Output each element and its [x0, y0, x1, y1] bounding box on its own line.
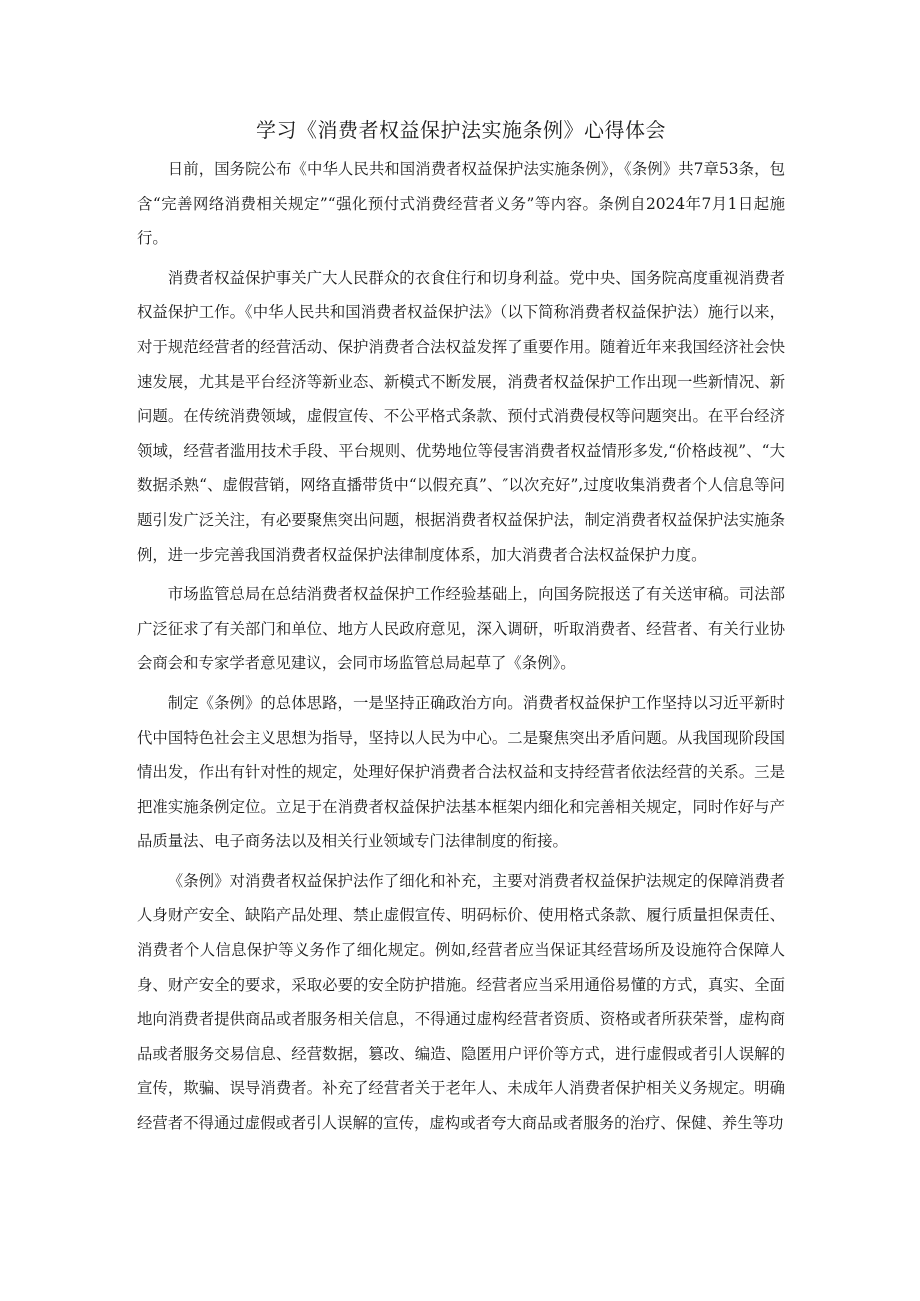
document-page — [137, 112, 785, 1146]
paragraph-3: 市场监管总局在总结消费者权益保护工作经验基础上，向国务院报送了有关送审稿。司法部广泛征求了有关部门和单位、地方人民政府意见，深入调研，听取消费者、经营者、有关行业协会商会和专家学者意见建议，会同市场监管总局起草了《条例》。 — [137, 585, 785, 673]
paragraph-4: 制定《条例》的总体思路，一是坚持正确政治方向。消费者权益保护工作坚持以习近平新时代中国特色社会主义思想为指导，坚持以人民为中心。二是聚焦突出矛盾问题。从我国现阶段国情出发，作出有针对性的规定，处理好保护消费者合法权益和支持经营者依法经营的关系。三是把准实施条例定位。立足于在消费者权益保护法基本框架内细化和完善相关规定，同时作好与产品质量法、电子商务法以及相关行业领域专门法律制度的衔接。 — [137, 693, 785, 851]
document-title: 学习《消费者权益保护法实施条例》心得体会 — [256, 118, 666, 142]
paragraph-2: 消费者权益保护事关广大人民群众的衣食住行和切身利益。党中央、国务院高度重视消费者权益保护工作。《中华人民共和国消费者权益保护法》（以下简称消费者权益保护法）施行以来，对于规范经营者的经营活动、保护消费者合法权益发挥了重要作用。随着近年来我国经济社会快速发展，尤其是平台经济等新业态、新模式不断发展，消费者权益保护工作出现一些新情况、新问题。在传统消费领域，虚假宣传、不公平格式条款、预付式消费侵权等问题突出。在平台经济领域，经营者滥用技术手段、平台规则、优势地位等侵害消费者权益情形多发,“价格歧视”、“大数据杀熟“、虚假营销，网络直播带货中“以假充真”、″以次充好”,过度收集消费者个人信息等问题引发广泛关注，有必要聚焦突出问题，根据消费者权益保护法，制定消费者权益保护法实施条例，进一步完善我国消费者权益保护法律制度体系，加大消费者合法权益保护力度。 — [137, 268, 785, 564]
paragraph-1: 日前，国务院公布《中华人民共和国消费者权益保护法实施条例》，《条例》共7章53条，包含“完善网络消费相关规定”“强化预付式消费经营者义务”等内容。条例自2024年7月1日起施行。 — [137, 160, 785, 248]
paragraph-5: 《条例》对消费者权益保护法作了细化和补充，主要对消费者权益保护法规定的保障消费者人身财产安全、缺陷产品处理、禁止虚假宣传、明码标价、使用格式条款、履行质量担保责任、消费者个人信息保护等义务作了细化规定。例如,经营者应当保证其经营场所及设施符合保障人身、财产安全的要求，采取必要的安全防护措施。经营者应当采用通俗易懂的方式，真实、全面地向消费者提供商品或者服务相关信息，不得通过虚构经营者资质、资格或者所获荣誉，虚构商品或者服务交易信息、经营数据，篡改、编造、隐匿用户评价等方式，进行虚假或者引人误解的宣传，欺骗、误导消费者。补充了经营者关于老年人、未成年人消费者保护相关义务规定。明确经营者不得通过虚假或者引人误解的宣传，虚构或者夸大商品或者服务的治疗、保健、养生等功 — [137, 871, 785, 1133]
